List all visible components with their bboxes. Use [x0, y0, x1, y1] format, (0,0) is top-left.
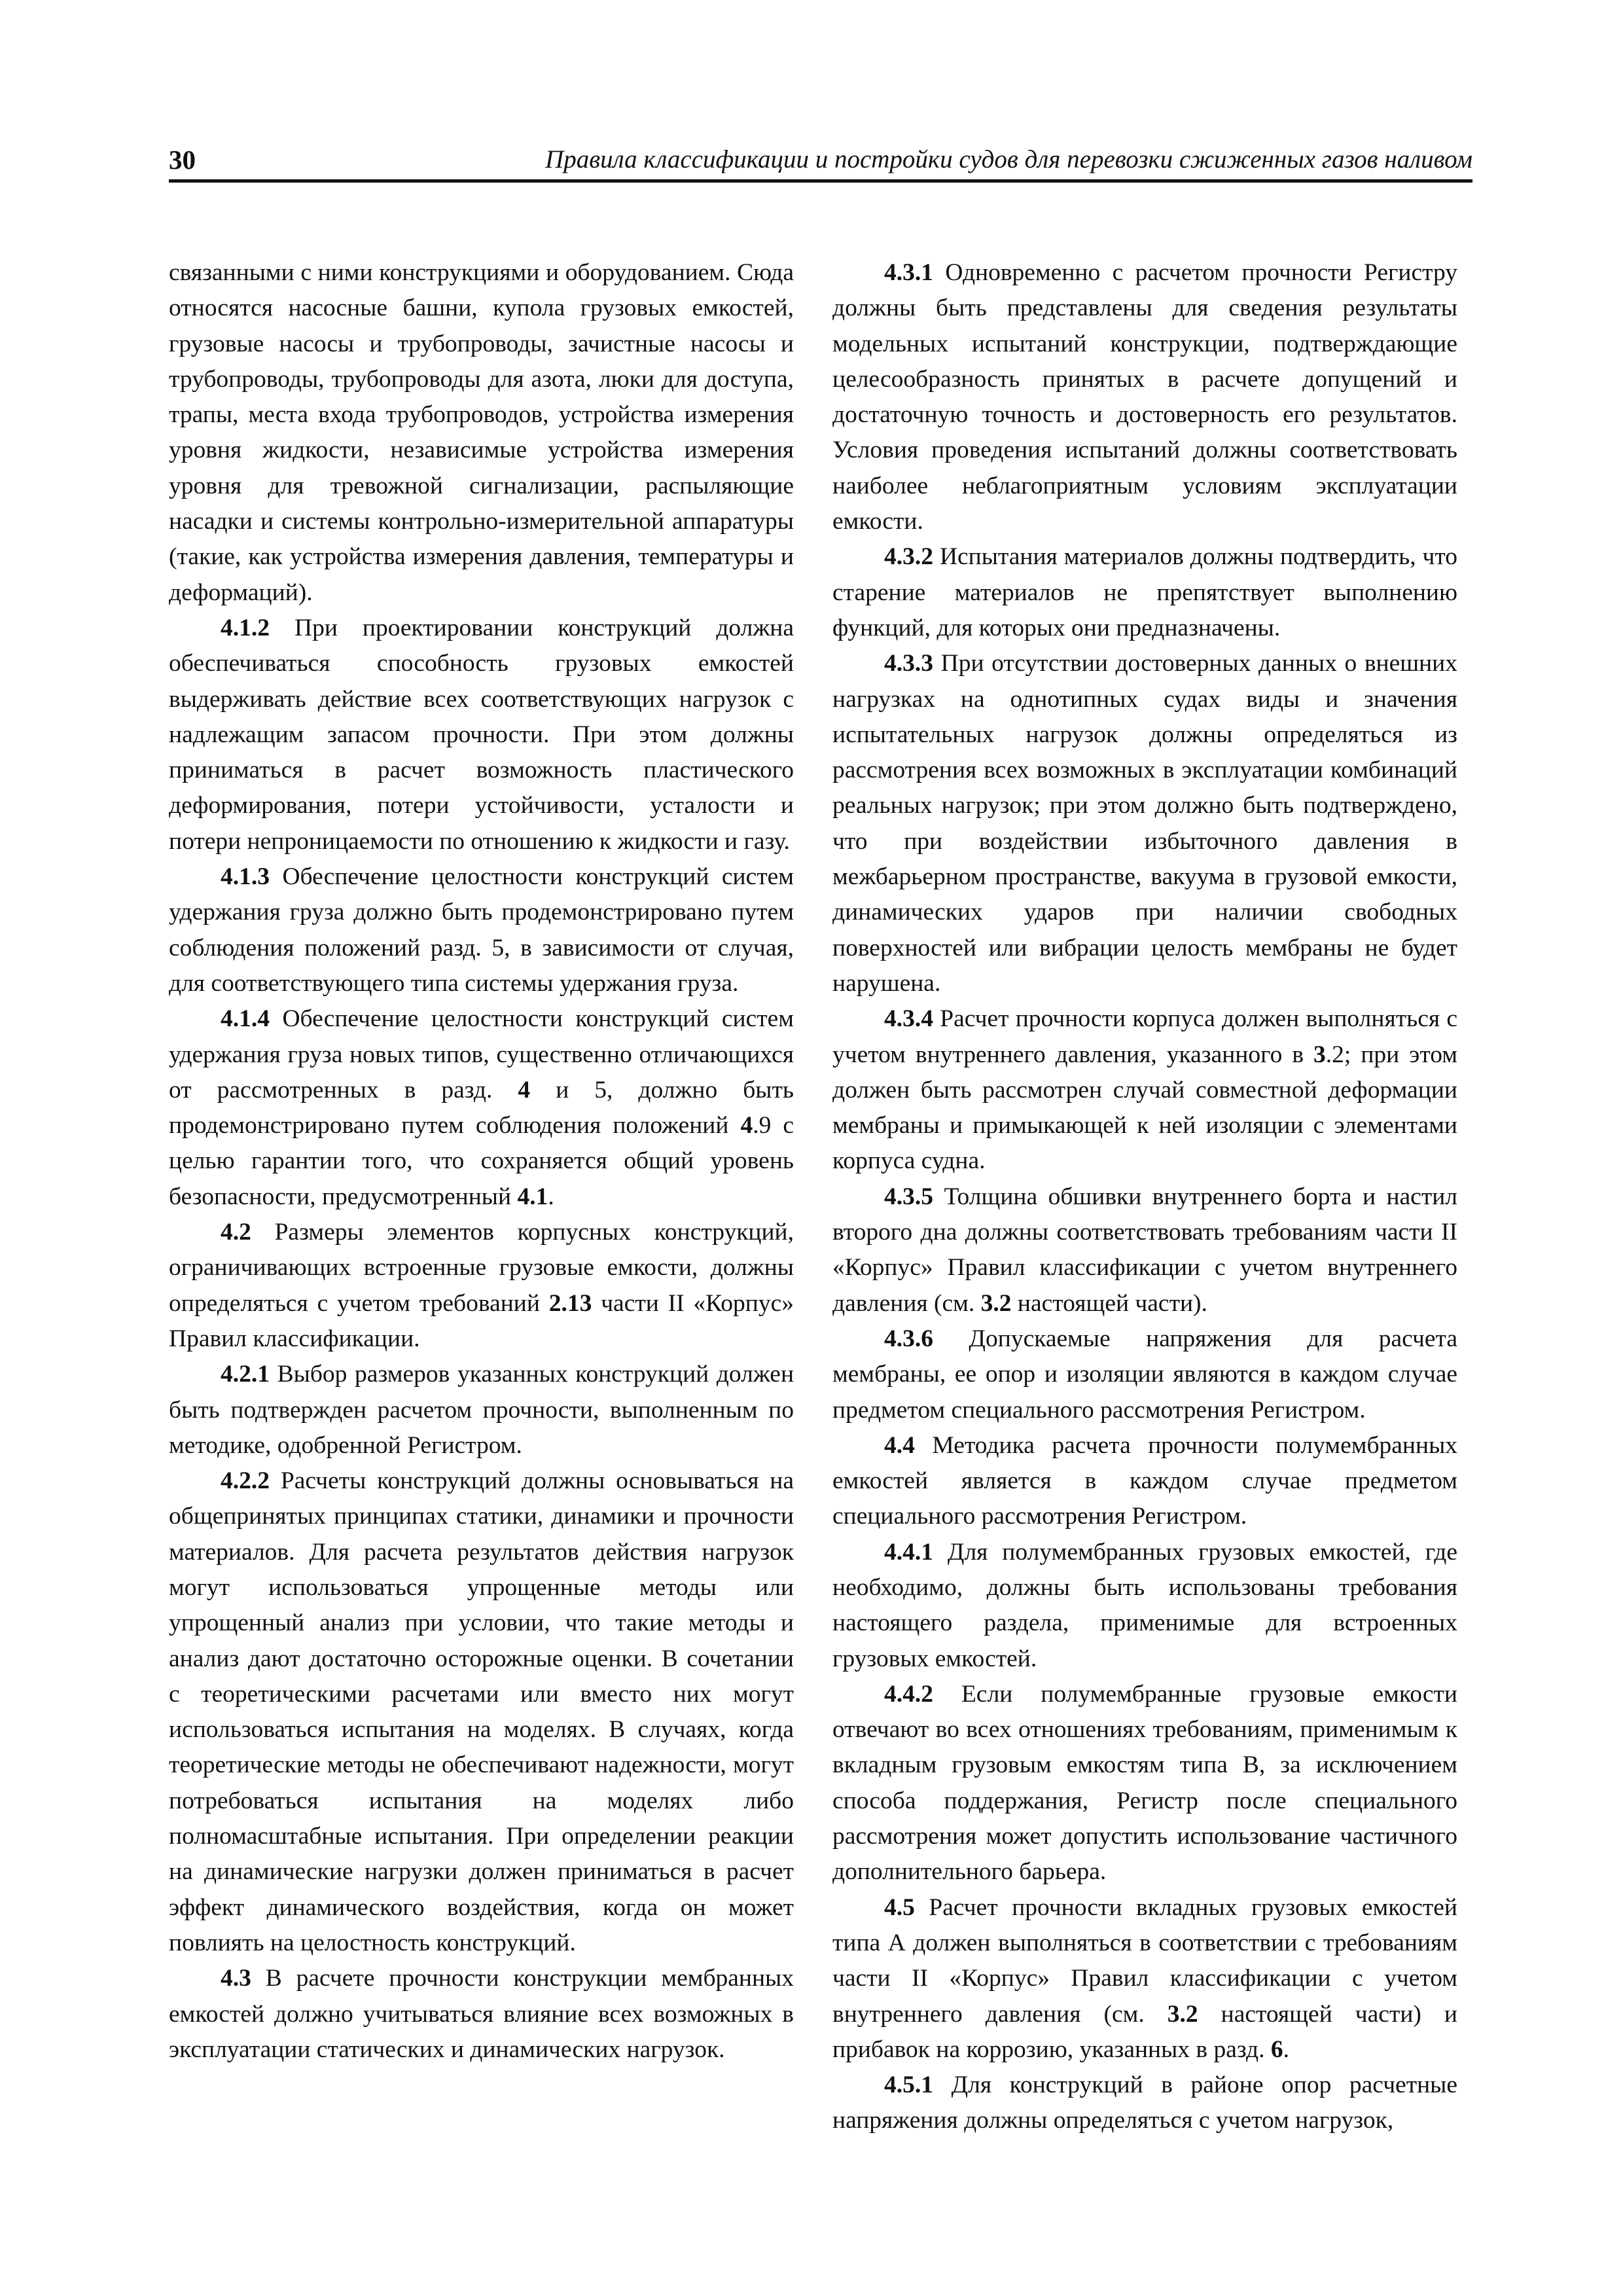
paragraph-4-1-4: 4.1.4 Обеспечение целостности конструкций систем удержания груза новых типов, существенно отличающихся от рассмотренных в разд. 4 и 5, должно быть продемонстрировано путем соблюдения положений 4.9 с целью гарантии того, что сохраняется общий уровень безопасности, предусмотренный 4.1. — [169, 1005, 794, 1210]
paragraph-number: 4.3.6 — [884, 1325, 933, 1352]
paragraph-number: 4.1.3 — [221, 863, 270, 891]
paragraph-continuation: связанными с ними конструкциями и оборудованием. Сюда относятся насосные башни, купола грузовых емкостей, грузовые насосы и трубопроводы, зачистные насосы и трубопроводы, трубопроводы для азота, люки для доступа, трапы, места входа трубопроводов, устройства измерения уровня жидкости, независимые устройства измерения уровня для тревожной сигнализации, распыляющие насадки и системы контрольно-измерительной аппаратуры (такие, как устройства измерения давления, температуры и деформаций). — [169, 259, 794, 606]
paragraph-4-2-2: 4.2.2 Расчеты конструкций должны основываться на общепринятых принципах статики, динамики и прочности материалов. Для расчета результатов действия нагрузок могут использоваться упрощенные методы или упрощенный анализ при условии, что такие методы и анализ дают достаточно осторожные оценки. В сочетании с теоретическими расчетами или вместо них могут использоваться испытания на моделях. В случаях, когда теоретические методы не обеспечивают надежности, могут потребоваться испытания на моделях либо полномасштабные испытания. При определении реакции на динамические нагрузки должен приниматься в расчет эффект динамического воздействия, когда он может повлиять на целостность конструкций. — [169, 1467, 794, 1956]
section-ref: 2.13 — [548, 1289, 592, 1317]
paragraph-4-4-1: 4.4.1 Для полумембранных грузовых емкостей, где необходимо, должны быть использованы требования настоящего раздела, применимые для встроенных грузовых емкостей. — [832, 1538, 1458, 1672]
left-column — [169, 255, 794, 2068]
paragraph-4-3-3: 4.3.3 При отсутствии достоверных данных о внешних нагрузках на однотипных судах виды и значения испытательных нагрузок должны определяться из рассмотрения всех возможных в эксплуатации комбинаций реальных нагрузок; при этом должно быть подтверждено, что при воздействии избыточного давления в межбарьерном пространстве, вакуума в грузовой емкости, динамических ударов при наличии свободных поверхностей или вибрации целость мембраны не будет нарушена. — [832, 650, 1458, 997]
paragraph-number: 4.2.2 — [221, 1467, 270, 1495]
paragraph-4-3-1: 4.3.1 Одновременно с расчетом прочности Регистру должны быть представлены для сведения результаты модельных испытаний конструкции, подтверждающие целесообразность принятых в расчете допущений и достаточную точность и достоверность его результатов. Условия проведения испытаний должны соответствовать наиболее неблагоприятным условиям эксплуатации емкости. — [832, 259, 1457, 535]
paragraph-number: 4.3.4 — [884, 1005, 933, 1033]
right-column — [832, 255, 1457, 2139]
section-ref: 4.1 — [517, 1183, 548, 1210]
paragraph-number: 4.5.1 — [884, 2072, 933, 2099]
paragraph-4-3-4: 4.3.4 Расчет прочности корпуса должен выполняться с учетом внутреннего давления, указанного в 3.2; при этом должен быть рассмотрен случай совместной деформации мембраны и примыкающей к ней изоляции с элементами корпуса судна. — [832, 1005, 1458, 1175]
paragraph-4-2: 4.2 Размеры элементов корпусных конструкций, ограничивающих встроенные грузовые емкости, должны определяться с учетом требований 2.13 части II «Корпус» Правил классификации. — [169, 1219, 794, 1352]
paragraph-number: 4.3.3 — [884, 650, 933, 677]
paragraph-number: 4.1.2 — [221, 614, 270, 641]
section-ref: 6 — [1270, 2036, 1283, 2063]
paragraph-number: 4.4.2 — [884, 1680, 933, 1708]
running-title: Правила классификации и постройки судов для перевозки сжиженных газов наливом — [545, 145, 1472, 173]
paragraph-number: 4.3.5 — [884, 1183, 933, 1210]
page-header — [169, 140, 1472, 183]
paragraph-number: 4.4 — [884, 1431, 915, 1459]
section-ref: 4 — [740, 1112, 753, 1139]
paragraph-4-3-2: 4.3.2 Испытания материалов должны подтвердить, что старение материалов не препятствует выполнению функций, для которых они предназначены. — [832, 543, 1457, 641]
paragraph-number: 4.1.4 — [221, 1005, 270, 1033]
paragraph-4-5: 4.5 Расчет прочности вкладных грузовых емкостей типа А должен выполняться в соответствии с требованиям части II «Корпус» Правил классификации с учетом внутреннего давления (см. 3.2 настоящей части) и прибавок на коррозию, указанных в разд. 6. — [832, 1893, 1457, 2063]
paragraph-number: 4.3.1 — [884, 259, 933, 286]
paragraph-4-5-1: 4.5.1 Для конструкций в районе опор расчетные напряжения должны определяться с учетом нагрузок, — [832, 2072, 1457, 2134]
section-ref: 3.2 — [980, 1289, 1012, 1317]
paragraph-number: 4.2 — [221, 1219, 251, 1246]
page-number: 30 — [169, 145, 196, 175]
paragraph-4-2-1: 4.2.1 Выбор размеров указанных конструкций должен быть подтвержден расчетом прочности, выполненным по методике, одобренной Регистром. — [169, 1361, 794, 1459]
paragraph-4-3-6: 4.3.6 Допускаемые напряжения для расчета мембраны, ее опор и изоляции являются в каждом случае предметом специального рассмотрения Регистром. — [832, 1325, 1458, 1424]
paragraph-number: 4.4.1 — [884, 1538, 933, 1566]
paragraph-4-4: 4.4 Методика расчета прочности полумембранных емкостей является в каждом случае предметом специального рассмотрения Регистром. — [832, 1431, 1458, 1530]
paragraph-number: 4.3.2 — [884, 543, 933, 571]
paragraph-4-3: 4.3 В расчете прочности конструкции мембранных емкостей должно учитываться влияние всех возможных в эксплуатации статических и динамических нагрузок. — [169, 1965, 794, 2063]
paragraph-4-3-5: 4.3.5 Толщина обшивки внутреннего борта и настил второго дна должны соответствовать требованиям части II «Корпус» Правил классификации с учетом внутреннего давления (см. 3.2 настоящей части). — [832, 1183, 1457, 1317]
paragraph-number: 4.3 — [221, 1965, 251, 1992]
paragraph-4-4-2: 4.4.2 Если полумембранные грузовые емкости отвечают во всех отношениях требованиям, применимым к вкладным грузовым емкостям типа В, за исключением способа поддержания, Регистр после специального рассмотрения может допустить использование частичного дополнительного барьера. — [832, 1680, 1457, 1886]
section-ref: 3.2 — [1167, 2000, 1198, 2028]
paragraph-number: 4.2.1 — [221, 1361, 270, 1388]
section-ref: 4 — [518, 1076, 531, 1103]
paragraph-4-1-3: 4.1.3 Обеспечение целостности конструкций систем удержания груза должно быть продемонстрировано путем соблюдения положений разд. 5, в зависимости от случая, для соответствующего типа системы удержания груза. — [169, 863, 794, 997]
paragraph-number: 4.5 — [884, 1893, 915, 1921]
paragraph-4-1-2: 4.1.2 При проектировании конструкций должна обеспечиваться способность грузовых емкостей выдерживать действие всех соответствующих нагрузок с надлежащим запасом прочности. При этом должны приниматься в расчет возможность пластического деформирования, потери устойчивости, усталости и потери непроницаемости по отношению к жидкости и газу. — [169, 614, 794, 855]
section-ref: 3 — [1313, 1041, 1326, 1068]
